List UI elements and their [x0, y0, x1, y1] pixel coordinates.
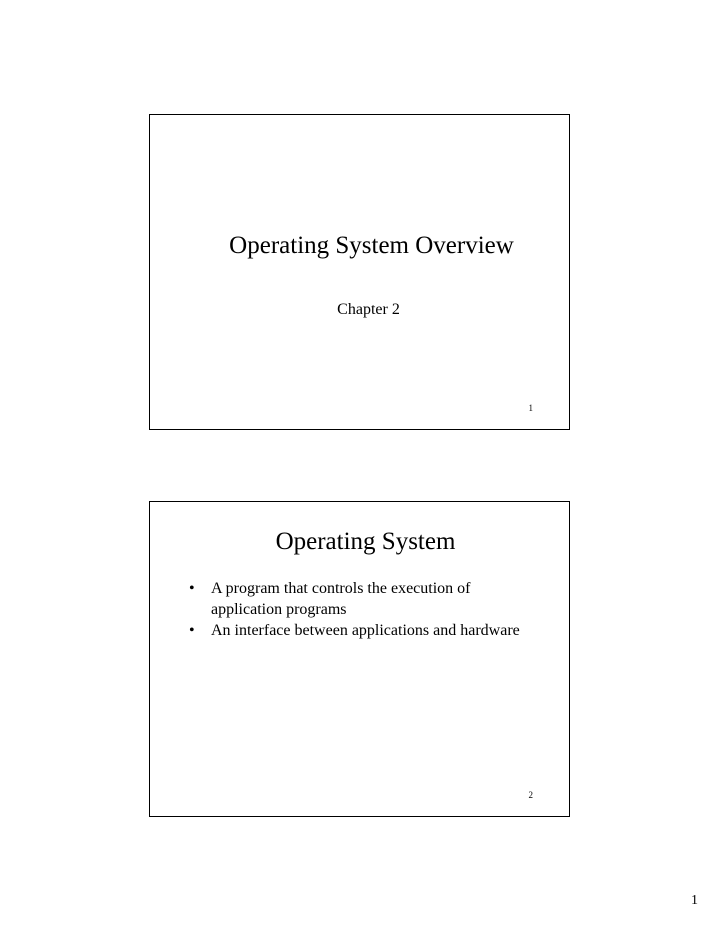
slide-2-number: 2	[528, 790, 533, 800]
page-number: 1	[691, 893, 698, 908]
slide-1-number: 1	[528, 403, 533, 413]
bullet-icon: •	[189, 622, 195, 639]
slide-2-title: Operating System	[275, 528, 456, 555]
bullet-text: A program that controls the execution of application programs	[211, 580, 471, 618]
slide-2	[149, 501, 570, 817]
bullet-text: An interface between applications and hardware	[211, 622, 520, 639]
bullet-item	[184, 620, 544, 641]
bullet-item	[184, 578, 544, 620]
slide-1-title: Operating System Overview	[229, 232, 514, 259]
bullet-icon: •	[189, 580, 195, 597]
slide-1	[149, 114, 570, 430]
slide-2-bullet-list	[184, 578, 544, 641]
slide-1-subtitle: Chapter 2	[337, 301, 400, 318]
